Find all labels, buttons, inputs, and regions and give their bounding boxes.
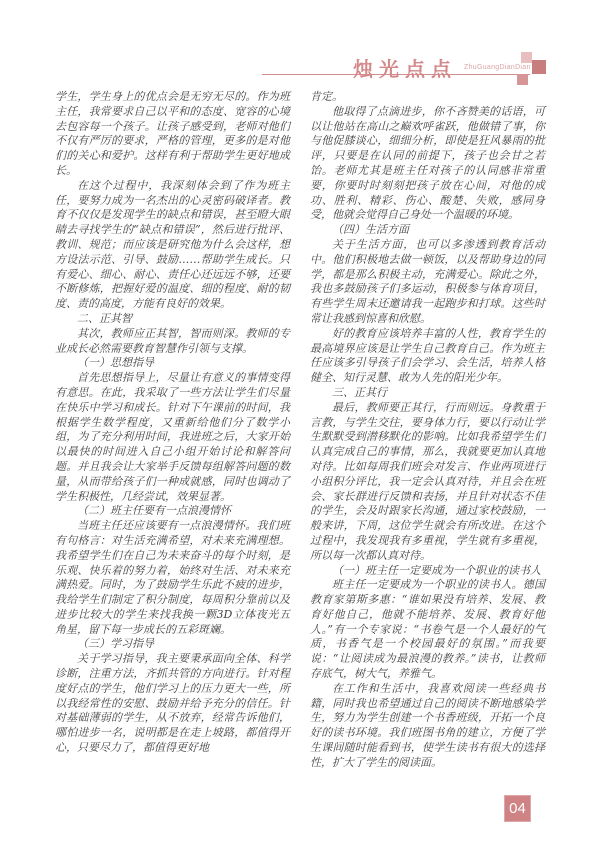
page-number-badge: 04: [504, 795, 531, 822]
body-paragraph: 关于生活方面，也可以多渗透到教育活动中。他们积极地去做一顿饭，以及帮助身边的同学，都是那么积极主动，充满爱心。除此之外，我也多鼓励孩子们多运动，积极参与体育项目，有些学生周末还邀请我一起跑步和打球。这些时常让我感到惊喜和欣慰。: [310, 237, 545, 325]
continuation-paragraph: 学生，学生身上的优点会是无穷无尽的。作为班主任，我常要求自己以平和的态度、宽容的心境去包容每一个孩子。让孩子感受到，老师对他们不仅有严厉的要求，严格的管理，更多的是对他们的关心和爱护。这样有利于帮助学生更好地成长。: [55, 90, 290, 177]
article-body: [55, 90, 545, 771]
body-paragraph: 关于学习指导，我主要秉承面向全体、科学诊断，注重方法，齐抓共管的方向进行。针对程度好点的学生，他们学习上的压力更大一些，所以我经常性的安慰、鼓励并给予充分的信任。针对基础薄弱的学生，从不放弃，经常告诉他们，哪怕进步一名，说明都是在走上坡路，都值得开心，只要尽力了，都值得更好地: [55, 652, 290, 755]
pixel-square-icon: [532, 60, 546, 74]
column-title: 烛光点点: [353, 57, 457, 81]
column-title-pinyin: ZhuGuangDianDian: [464, 64, 531, 71]
sub-heading: （一）班主任一定要成为一个职业的读书人: [332, 563, 541, 577]
body-paragraph: 当班主任还应该要有一点浪漫情怀。我们班有句格言：对生活充满希望，对未来充满理想。我希望学生们在自己为未来奋斗的每个时刻，是乐观、快乐着的努力着，始终对生活、对未来充满热爱。同时，为了鼓励学生乐此不疲的进步，我给学生们制定了积分制度，每周积分靠前以及进步比较大的学生来找我换一颗3D立体夜光五角星，留下每一步成长的五彩斑斓。: [55, 519, 290, 636]
sub-heading: （三）学习指导: [77, 637, 154, 651]
sub-heading: （二）班主任要有一点浪漫情怀: [77, 504, 231, 518]
body-paragraph: 好的教育应该培养丰富的人性，教育学生的最高境界应该是让学生自己教育自己。作为班主任应该多引导孩子们会学习、会生活，培养人格健全、知行灵慧、敢为人先的阳光少年。: [310, 326, 545, 385]
body-paragraph: 在工作和生活中，我喜欢阅读一些经典书籍，同时我也希望通过自己的阅读不断地感染学生，努力为学生创建一个书香班级，开拓一个良好的读书环境。我们班图书角的建立，方便了学生课间随时能看到书，使学生读书有很大的选择性，扩大了学生的阅读面。: [310, 681, 545, 769]
right-column: [310, 90, 545, 771]
body-paragraph: 首先思想指导上，尽量让有意义的事情变得有意思。在此，我采取了一些方法让学生们尽量在快乐中学习和成长。针对下午课前的时间，我根据学生数学程度，又重新给他们分了数学小组，为了充分利用时间，我进班之后，大家开始以最快的时间进入自己小组开始讨论和解答问题。并且我会让大家举手反馈每组解答问题的数量，从而带给孩子们一种成就感，同时也调动了学生积极性，几经尝试，效果显著。: [55, 371, 290, 503]
continuation-paragraph: 肯定。: [310, 90, 343, 103]
body-paragraph: 他取得了点滴进步，你不吝赞美的话语，可以让他站在高山之巅欢呼雀跃，他做错了事，你与他促膝谈心，细细分析，即使是狂风暴雨的批评，只要是在认同的前提下，孩子也会甘之若饴。老师尤其是班主任对孩子的认同感非常重要，你要时时刻刻把孩子放在心间，对他的成功、胜利、精彩、伤心、酸楚、失败，感同身受，他就会觉得自己身处一个温暖的环境。: [310, 104, 545, 222]
left-column: [55, 90, 290, 771]
body-paragraph: 最后，教师要正其行，行而则远。身教重于言教，与学生交往，要身体力行，要以行动让学生默默受到潜移默化的影响。比如我希望学生们认真完成自己的事情，那么，我就要更加认真地对待。比如每周我们班会对发言、作业两项进行小组积分评比，我一定会认真对待，并且会在班会、家长群进行反馈和表扬，并且针对状态不佳的学生，会及时跟家长沟通，通过家校鼓励，一般来讲，下周，这位学生就会有所改进。在这个过程中，我发现我有多重视，学生就有多重视，所以每一次都认真对待。: [310, 400, 545, 562]
body-paragraph: 其次，教师应正其智，智而则深。教师的专业成长必然需要教育智慧作引领与支撑。: [55, 326, 290, 355]
sub-heading: （四）生活方面: [332, 223, 409, 237]
section-heading: 二、正其智: [77, 311, 132, 325]
section-heading: 三、正其行: [332, 385, 387, 399]
body-paragraph: 班主任一定要成为一个职业的读书人。德国教育家第斯多惠：“谁如果没有培养、发展、教育好他自己，他就不能培养、发展、教育好他人。”有一个专家说：“书卷气是一个人最好的气质，书香气是一个校园最好的氛围。”而我要说：“让阅读成为最浪漫的教养。”读书，让教师存底气，树大气，养雅气。: [310, 578, 545, 681]
pixel-square-icon: [517, 74, 528, 85]
pixel-square-icon: [521, 52, 532, 63]
body-paragraph: 在这个过程中，我深刻体会到了作为班主任，要努力成为一名杰出的心灵密码破译者。教育不仅仅是发现学生的缺点和错误，甚至瞪大眼睛去寻找学生的“缺点和错误”，然后进行批评、教训、规范；而应该是研究他为什么会这样，想方设法示范、引导、鼓励……帮助学生成长。只有爱心、细心、耐心、责任心还远远不够，还要不断修炼，把握好爱的温度、细的程度、耐的韧度、责的高度，方能有良好的效果。: [55, 178, 290, 311]
sub-heading: （一）思想指导: [77, 356, 154, 370]
